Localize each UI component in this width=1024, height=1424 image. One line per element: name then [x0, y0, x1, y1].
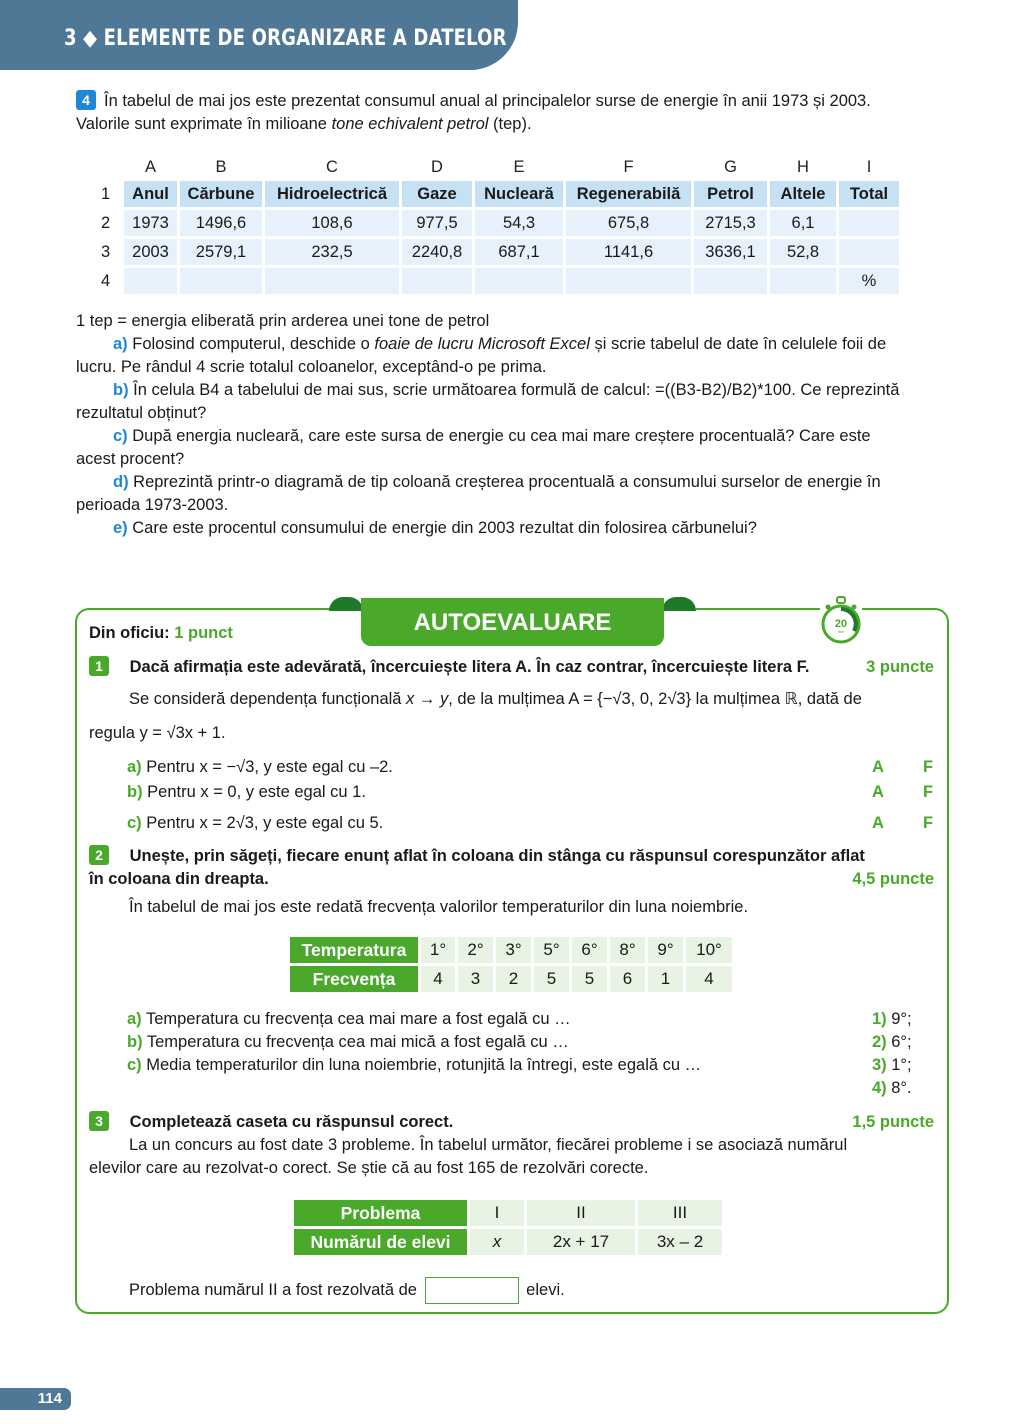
table-row: Frecvența 4 3 2 5 5 6 1 4	[290, 966, 732, 992]
choice-a-false[interactable]: F	[923, 758, 934, 776]
q2-points: 4,5 puncte	[852, 870, 934, 888]
q3-text: La un concurs au fost date 3 probleme. În tabelul următor, fiecărei probleme i se asociază numărul elevilor care au rezolvat-o corect. Se știe că au fost 165 de rezolvări corecte.	[89, 1136, 848, 1177]
q2-right-items	[872, 1008, 942, 1100]
answer-input-box[interactable]	[425, 1277, 519, 1304]
table-row: Temperatura 1° 2° 3° 5° 6° 8° 9° 10°	[290, 937, 732, 963]
table-row: Numărul de elevi x 2x + 17 3x – 2	[294, 1229, 722, 1255]
q2-text: În tabelul de mai jos este redată frecvența valorilor temperaturilor din luna noiembrie.	[129, 898, 749, 916]
item-d: d) Reprezintă printr-o diagramă de tip coloană creșterea procentuală a consumului surselor de energie în	[113, 473, 881, 491]
temperature-table	[287, 934, 735, 995]
question-number-badge: 1	[89, 656, 109, 676]
page-number: 114	[0, 1388, 71, 1410]
choice-b-false[interactable]: F	[923, 783, 934, 801]
choice-a-true[interactable]: A	[872, 758, 884, 776]
q2-left-items	[127, 1008, 827, 1077]
banner-curl-right	[662, 597, 696, 611]
q2-right-item-3[interactable]: 3) 1°;	[872, 1056, 912, 1074]
q2-left-item-c[interactable]: c) Media temperaturilor din luna noiembrie, rotunjită la întregi, este egală cu …	[127, 1056, 702, 1074]
question-number-badge: 2	[89, 845, 109, 865]
q1-instruction: 1 Dacă afirmația este adevărată, încercuiește litera A. În caz contrar, încercuiește litera F.	[89, 656, 935, 679]
autoevaluare-banner: AUTOEVALUARE	[361, 598, 664, 646]
choice-c-true[interactable]: A	[872, 814, 884, 832]
q2-left-item-b[interactable]: b) Temperatura cu frecvența cea mai mică a fost egală cu …	[127, 1033, 569, 1051]
table-row: 4 %	[97, 268, 899, 294]
choice-c-false[interactable]: F	[923, 814, 934, 832]
exercise-number-badge: 4	[76, 90, 96, 110]
choice-b-true[interactable]: A	[872, 783, 884, 801]
table-row: 2 1973 1496,6 108,6 977,5 54,3 675,8 2715,3 6,1	[97, 210, 899, 236]
function-rule: y = √3x + 1.	[139, 724, 226, 742]
q1-points: 3 puncte	[866, 658, 934, 676]
q2-instruction: 2 Unește, prin săgeți, fiecare enunț aflat în coloana din stânga cu răspunsul corespunzător aflat în coloana din dreapta.	[89, 847, 865, 888]
q2-right-item-1[interactable]: 1) 9°;	[872, 1010, 912, 1028]
energy-table	[94, 153, 902, 297]
q3-points: 1,5 puncte	[852, 1113, 934, 1131]
question-number-badge: 3	[89, 1111, 109, 1131]
q2-left-item-a[interactable]: a) Temperatura cu frecvența cea mai mare a fost egală cu …	[127, 1010, 571, 1028]
set-a: A = {−√3, 0, 2√3}	[568, 690, 692, 708]
q2-right-item-4[interactable]: 4) 8°.	[872, 1079, 912, 1097]
q1-item-c: c) Pentru x = 2√3, y este egal cu 5.	[127, 814, 384, 832]
item-e: e) Care este procentul consumului de energie din 2003 rezultat din folosirea cărbunelui?	[113, 519, 757, 537]
banner-curl-left	[329, 597, 363, 611]
chapter-title: 3 ◆ ELEMENTE DE ORGANIZARE A DATELOR	[64, 26, 507, 51]
table-row: Problema I II III	[294, 1200, 722, 1226]
svg-text:20: 20	[834, 618, 848, 630]
q1-text: Se consideră dependența funcțională x → y, de la mulțimea A = {−√3, 0, 2√3} la mulțimea ℝ, dată de regula y = √3x + 1.	[89, 690, 862, 742]
exercise-4-items: 1 tep = energia eliberată prin arderea unei tone de petrol a) Folosind computerul, deschide o foaie de lucru Microsoft Excel și scrie tabelul de date în celulele foii de lucru. Pe rândul 4 scrie totalul coloanelor, exceptând-o pe prima. b) În celula B4 a tabelului de mai sus, scrie următoarea formulă de calcul: =((B3-B2)/B2)*100. Ce reprezintă rezultatul obținut? c) După energia nucleară, care este sursa de energie cu cea mai mare creștere procentuală? Care este acest procent? d) Reprezintă printr-o diagramă de tip coloană creșterea procentuală a consumului surselor de energie în perioada 1973-2003. e) Care este procentul consumului de energie din 2003 rezultat din folosirea cărbunelui?	[76, 310, 950, 540]
exercise-4-intro: 4 În tabelul de mai jos este prezentat consumul anual al principalelor surse de energie în anii 1973 și 2003. Valorile sunt exprimate în milioane tone echivalent petrol (tep).	[76, 92, 871, 133]
item-a: a) Folosind computerul, deschide o foaie de lucru Microsoft Excel și scrie tabelul de date în celulele foii de	[113, 335, 887, 353]
item-b: b) În celula B4 a tabelului de mai sus, scrie următoarea formulă de calcul: =((B3-B2)/B2)*100. Ce reprezintă	[113, 381, 900, 399]
svg-text:min: min	[837, 629, 845, 634]
table-row: 3 2003 2579,1 232,5 2240,8 687,1 1141,6 3636,1 52,8	[97, 239, 899, 265]
table-header-row: 1 Anul Cărbune Hidroelectrică Gaze Nucleară Regenerabilă Petrol Altele Total	[97, 181, 899, 207]
q3-answer-line: Problema numărul II a fost rezolvată de elevi.	[129, 1275, 829, 1305]
q1-item-a: a) Pentru x = −√3, y este egal cu –2.	[127, 758, 393, 776]
din-oficiu: Din oficiu: 1 punct	[89, 624, 233, 642]
item-c: c) După energia nucleară, care este sursa de energie cu cea mai mare creștere procentuală? Care este	[113, 427, 871, 445]
problems-table	[291, 1197, 725, 1258]
tep-note: 1 tep = energia eliberată prin arderea unei tone de petrol	[76, 312, 490, 330]
q1-item-b: b) Pentru x = 0, y este egal cu 1.	[127, 783, 366, 801]
q2-right-item-2[interactable]: 2) 6°;	[872, 1033, 912, 1051]
q3-instruction: 3 Completează caseta cu răspunsul corect.	[89, 1111, 789, 1134]
column-letters-row: A B C D E F G H I	[144, 157, 872, 176]
